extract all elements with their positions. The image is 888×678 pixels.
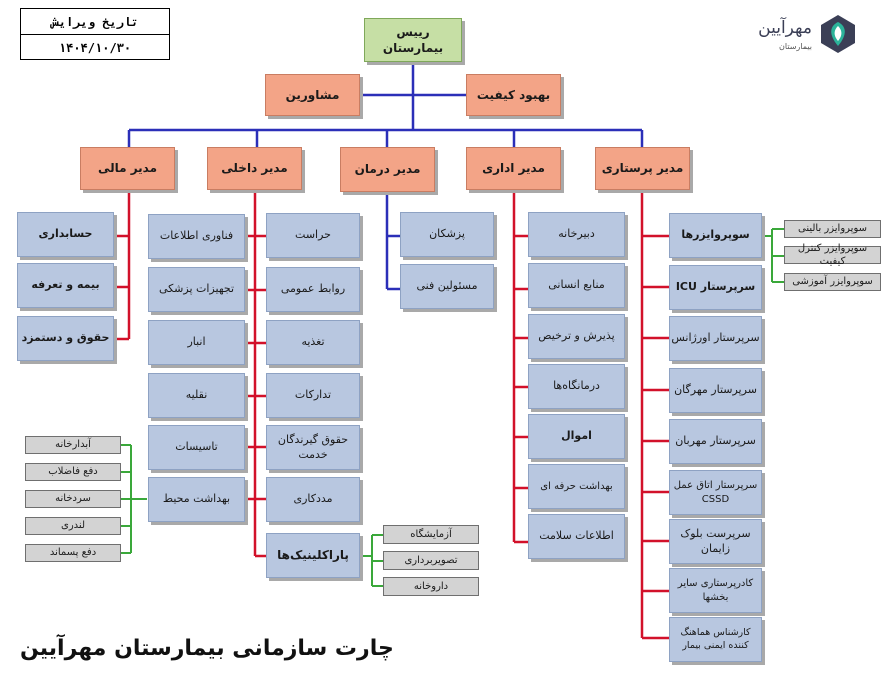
- node-or-cssd-head-nurse: سرپرستار اتاق عمل CSSD: [669, 470, 762, 515]
- node-procurement: تدارکات: [266, 373, 360, 418]
- node-clinical-supervisor: سوپروایزر بالینی: [784, 220, 881, 238]
- node-clinics: درمانگاه‌ها: [528, 364, 625, 409]
- node-mehraban-head-nurse: سرپرستار مهربان: [669, 419, 762, 464]
- logo-name: مهرآیین: [758, 18, 812, 38]
- node-occupational-health: بهداشت حرفه ای: [528, 464, 625, 509]
- node-internal-manager: مدیر داخلی: [207, 147, 302, 190]
- hospital-logo: [736, 14, 866, 58]
- node-laboratory: آزمایشگاه: [383, 525, 479, 544]
- logo-subtitle: بیمارستان: [779, 42, 812, 51]
- node-it: فناوری اطلاعات: [148, 214, 245, 259]
- node-advisors: مشاورین: [265, 74, 360, 116]
- node-secretariat: دبیرخانه: [528, 212, 625, 257]
- revision-label: تاریخ ویرایش: [21, 9, 169, 35]
- logo-mark-icon: [818, 14, 858, 54]
- node-other-nursing-staff: کادرپرستاری سایر بخشها: [669, 568, 762, 613]
- node-facilities: تاسیسات: [148, 425, 245, 470]
- node-education-supervisor: سوپروایزر آموزشی: [784, 273, 881, 291]
- chart-title: چارت سازمانی بیمارستان مهرآیین: [20, 636, 394, 661]
- node-laundry: لندری: [25, 517, 121, 535]
- node-paraclinic: پاراکلینیک‌ها: [266, 533, 360, 578]
- node-insurance: بیمه و تعرفه: [17, 263, 114, 308]
- node-assets: اموال: [528, 414, 625, 459]
- node-human-resources: منابع انسانی: [528, 263, 625, 308]
- node-accounting: حسابداری: [17, 212, 114, 257]
- node-transport: نقلیه: [148, 373, 245, 418]
- node-physicians: پزشکان: [400, 212, 494, 257]
- revision-date: ۱۴۰۴/۱۰/۳۰: [58, 40, 132, 55]
- node-pantry: آبدارخانه: [25, 436, 121, 454]
- node-environmental-health: بهداشت محیط: [148, 477, 245, 522]
- node-icu-head-nurse: سرپرستار ICU: [669, 265, 762, 310]
- node-patient-rights: حقوق گیرندگان خدمت: [266, 425, 360, 470]
- node-emergency-head-nurse: سرپرستار اورژانس: [669, 316, 762, 361]
- node-sewage: دفع فاضلاب: [25, 463, 121, 481]
- node-patient-safety-coordinator: کارشناس هماهنگ کننده ایمنی بیمار: [669, 617, 762, 662]
- revision-box: [20, 8, 170, 60]
- node-warehouse: انبار: [148, 320, 245, 365]
- node-nursing-manager: مدیر پرستاری: [595, 147, 690, 190]
- node-treatment-manager: مدیر درمان: [340, 147, 435, 192]
- node-pharmacy: داروخانه: [383, 577, 479, 596]
- node-social-work: مددکاری: [266, 477, 360, 522]
- node-admin-manager: مدیر اداری: [466, 147, 561, 190]
- node-imaging: تصویربرداری: [383, 551, 479, 570]
- node-security: حراست: [266, 213, 360, 258]
- node-public-relations: روابط عمومی: [266, 267, 360, 312]
- node-finance-manager: مدیر مالی: [80, 147, 175, 190]
- node-maternity-head: سرپرست بلوک زایمان: [669, 519, 762, 564]
- node-admission: پذیرش و ترخیص: [528, 314, 625, 359]
- node-technical-officers: مسئولین فنی: [400, 264, 494, 309]
- node-waste: دفع پسماند: [25, 544, 121, 562]
- node-hospital-head: رییس بیمارستان: [364, 18, 462, 62]
- node-payroll: حقوق و دستمزد: [17, 316, 114, 361]
- node-cold-storage: سردخانه: [25, 490, 121, 508]
- node-nutrition: تغذیه: [266, 320, 360, 365]
- node-quality-supervisor: سوپروایزر کنترل کیفیت: [784, 246, 881, 264]
- node-supervisors: سوپروایزرها: [669, 213, 762, 258]
- node-health-information: اطلاعات سلامت: [528, 514, 625, 559]
- node-mehregan-head-nurse: سرپرستار مهرگان: [669, 368, 762, 413]
- node-medical-equipment: تجهیزات پزشکی: [148, 267, 245, 312]
- node-quality: بهبود کیفیت: [466, 74, 561, 116]
